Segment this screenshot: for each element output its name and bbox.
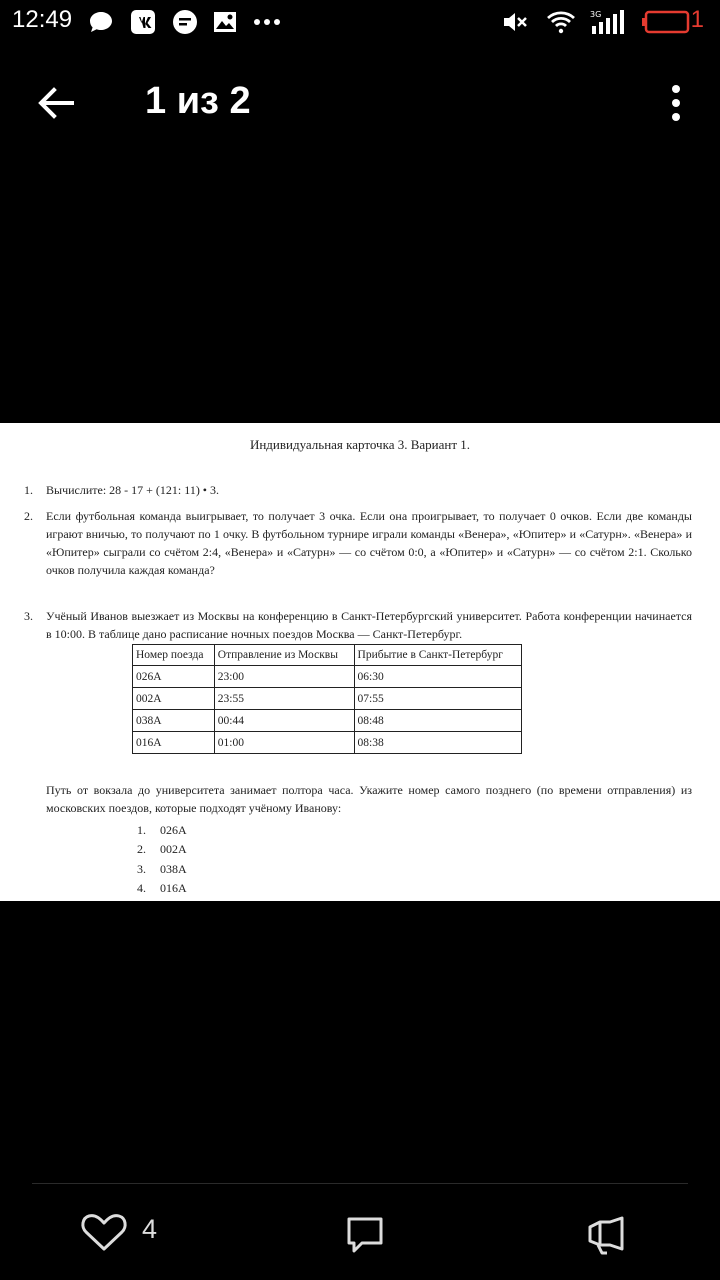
option-number: 1. [137, 823, 146, 837]
table-row [133, 666, 522, 688]
option-label: 038А [160, 861, 187, 876]
question-1: Вычислите: 28 - 17 + (121: 11) • 3. [46, 483, 220, 497]
wifi-icon [546, 9, 576, 35]
question-2: Если футбольная команда выигрывает, то получает 3 очка. Если она проигрывает, то получает 0 очков. Если две команды играют вничью, то получают по 1 очку. В футбольном турнире играли команды «Венера», «Юпитер» и «Сатурн». «Венера» и «Юпитер» сыграли со счётом 2:4, «Венера» и «Сатурн» — со счётом 0:0, а «Юпитер» и «Сатурн» — со счётом 2:1. Сколько очков получила каждая команда? [46, 509, 692, 577]
table-cell: 038А [133, 710, 215, 732]
table-header: Номер поезда [133, 645, 215, 666]
option-label: 016А [160, 880, 187, 895]
table-header-row [133, 645, 522, 666]
option-number: 2. [137, 842, 146, 857]
page-counter: 1 из 2 [145, 80, 251, 122]
option-label: 002А [160, 842, 187, 857]
question-3-number: 3. [24, 609, 33, 623]
table-cell: 00:44 [214, 710, 354, 732]
question-3: Учёный Иванов выезжает из Москвы на конференцию в Санкт-Петербургский университет. Работа конференции начинается в 10:00. В таблице дано расписание ночных поездов Москва — Санкт-Петербург. [46, 609, 692, 641]
vk-message-icon [88, 9, 114, 35]
option-number: 3. [137, 861, 146, 876]
more-options-icon[interactable] [660, 78, 692, 128]
option-label: 026А [160, 823, 187, 837]
status-bar [0, 0, 720, 44]
chat-icon [172, 9, 198, 35]
table-cell: 002А [133, 688, 215, 710]
battery-icon [642, 9, 690, 35]
list-item [137, 860, 337, 879]
more-notifications-icon [252, 9, 282, 35]
table-cell: 06:30 [354, 666, 521, 688]
question-1-number: 1. [24, 483, 33, 497]
list-item [137, 879, 337, 898]
table-header: Отправление из Москвы [214, 645, 354, 666]
list-item [137, 840, 337, 859]
table-row [133, 688, 522, 710]
bottom-divider [32, 1183, 688, 1184]
image-icon [212, 9, 238, 35]
option-number: 4. [137, 880, 146, 895]
document-title: Индивидуальная карточка 3. Вариант 1. [249, 437, 471, 452]
vk-icon [130, 9, 156, 35]
status-time: 12:49 [12, 6, 73, 33]
like-count: 4 [142, 1214, 158, 1244]
answer-options [137, 821, 337, 898]
toolbar [0, 60, 720, 144]
question-2-number: 2. [24, 509, 33, 523]
comment-button[interactable] [344, 1214, 386, 1256]
mute-icon [502, 9, 528, 35]
table-cell: 07:55 [354, 688, 521, 710]
table-row [133, 710, 522, 732]
table-cell: 016А [133, 732, 215, 754]
document-image[interactable] [0, 423, 720, 901]
share-button[interactable] [584, 1214, 628, 1256]
battery-level: 1 [690, 6, 704, 33]
table-row [133, 732, 522, 754]
back-button[interactable] [32, 78, 82, 128]
table-cell: 08:38 [354, 732, 521, 754]
signal-icon [588, 9, 628, 35]
table-cell: 08:48 [354, 710, 521, 732]
table-header: Прибытие в Санкт-Петербург [354, 645, 521, 666]
table-cell: 01:00 [214, 732, 354, 754]
table-cell: 23:00 [214, 666, 354, 688]
table-cell: 026А [133, 666, 215, 688]
question-3-followup: Путь от вокзала до университета занимает полтора часа. Укажите номер самого позднего (по времени отправления) из московских поездов, которые подходят учёному Иванову: [46, 783, 692, 815]
table-cell: 23:55 [214, 688, 354, 710]
train-schedule-table [132, 644, 522, 754]
like-button[interactable] [80, 1212, 128, 1252]
network-type: 3G [590, 10, 602, 19]
list-item [137, 821, 337, 840]
